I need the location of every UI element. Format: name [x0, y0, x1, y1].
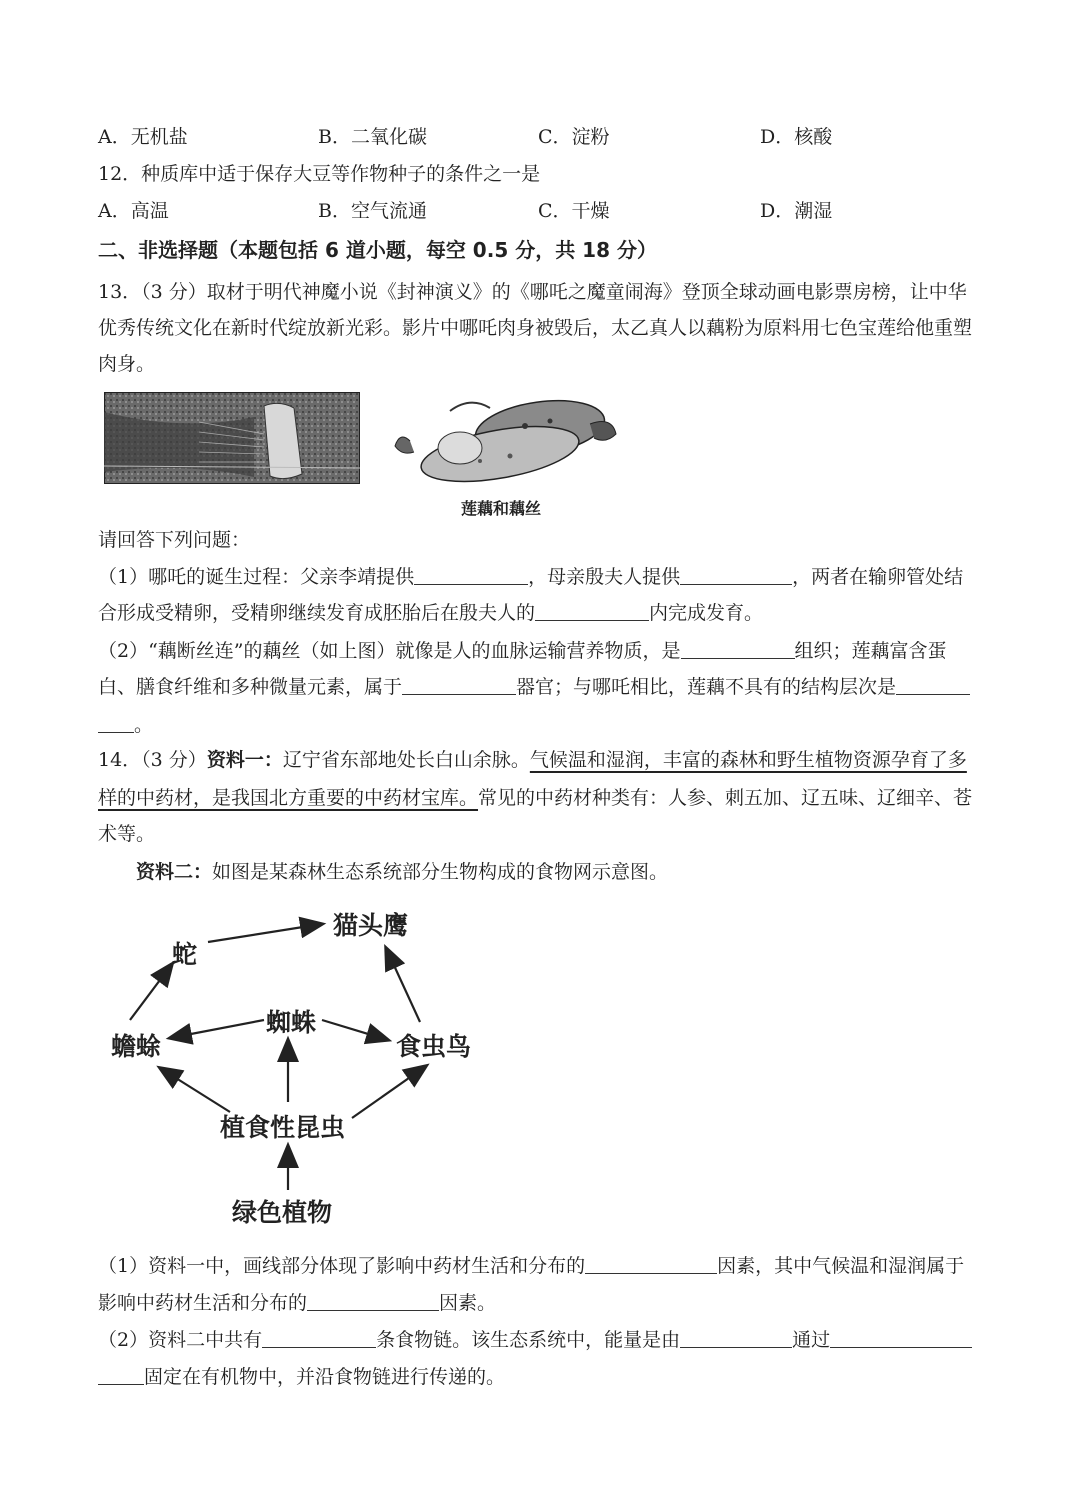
q14-p2-text-c: 通过 [792, 1329, 831, 1351]
material1-underlined-2: 样的中药材，是我国北方重要的中药材宝库。 [98, 787, 479, 809]
q12-option-d: D．潮湿 [760, 200, 833, 222]
answer-blank-energy-source[interactable] [680, 1327, 792, 1348]
answer-blank-chain-count[interactable] [262, 1327, 376, 1348]
q13-p2-text-b: 组织；莲藕富含蛋 [794, 640, 947, 662]
q13-part1-line2 [98, 600, 763, 625]
q13-p1-text-d: 合形成受精卵，受精卵继续发育成胚胎后在殷夫人的 [98, 602, 536, 624]
q13-p1-text-e: 内完成发育。 [649, 602, 764, 624]
q13-p2-text-d: 器官；与哪吒相比，莲藕不具有的结构层次是 [516, 676, 897, 698]
q11-option-b: B．二氧化碳 [318, 126, 427, 148]
food-web-toad: 蟾蜍 [111, 1032, 162, 1061]
lotus-figure-caption: 莲藕和藕丝 [461, 499, 542, 518]
q14-head: 14．（3 分） [98, 749, 207, 771]
q14-p2-text-d: 固定在有机物中，并沿食物链进行传递的。 [144, 1366, 506, 1388]
q13-p1-text-b: ，母亲殷夫人提供 [528, 566, 681, 588]
answer-blank-factor-type[interactable] [585, 1253, 717, 1274]
q13-p1-text-c: ，两者在输卵管处结 [792, 566, 964, 588]
answer-blank-factor-kind[interactable] [307, 1290, 439, 1311]
q13-line-2: 优秀传统文化在新时代绽放新光彩。影片中哪吒肉身被毁后，太乙真人以藕粉为原料用七色宝莲给他重塑 [98, 317, 973, 339]
q11-option-a: A．无机盐 [98, 126, 188, 148]
q13-part2-line3 [98, 712, 153, 737]
q11-option-c: C．淀粉 [538, 126, 610, 148]
q14-part1-line1 [98, 1253, 964, 1278]
arrow-snake-owl [208, 924, 322, 942]
answer-blank-organ[interactable] [402, 674, 516, 695]
material2-text: 如图是某森林生态系统部分生物构成的食物网示意图。 [212, 861, 669, 883]
q12-option-c: C．干燥 [538, 200, 610, 222]
q13-line-3: 肉身。 [98, 353, 156, 375]
q14-part1-line2 [98, 1290, 496, 1315]
section-title: 二、非选择题（本题包括 6 道小题，每空 0.5 分，共 18 分） [98, 238, 657, 262]
answer-blank-tissue[interactable] [681, 638, 795, 659]
q14-line-2 [98, 786, 972, 810]
q14-p2-text-a: （2）资料二中共有 [98, 1329, 263, 1351]
q13-prompt: 请回答下列问题： [98, 529, 251, 551]
q14-p2-text-b: 条食物链。该生态系统中，能量是由 [376, 1329, 681, 1351]
food-web-plant: 绿色植物 [232, 1198, 333, 1227]
answer-blank-egg[interactable] [680, 564, 792, 585]
material1-text-b: 常见的中药材种类有：人参、刺五加、辽五味、辽细辛、苍 [478, 787, 973, 809]
q14-p1-text-c: 影响中药材生活和分布的 [98, 1292, 308, 1314]
q12-option-b: B．空气流通 [318, 200, 427, 222]
answer-blank-level-part1[interactable] [896, 674, 970, 695]
q13-part2-line2 [98, 674, 970, 699]
material1-label: 资料一： [206, 749, 283, 771]
q14-p1-text-d: 因素。 [439, 1292, 497, 1314]
lotus-root-photo [390, 386, 622, 492]
material1-underlined-1: 气候温和湿润，丰富的森林和野生植物资源孕育了多 [529, 749, 967, 771]
arrow-spider-toad [170, 1020, 264, 1038]
q13-line-1: 13．（3 分）取材于明代神魔小说《封神演义》的《哪吒之魔童闹海》登顶全球动画电影票房榜，让中华 [98, 281, 967, 303]
answer-blank-sperm[interactable] [414, 564, 528, 585]
arrow-insect-bird [352, 1066, 426, 1118]
q13-part2-line1 [98, 638, 947, 663]
food-web-insect: 植食性昆虫 [220, 1113, 346, 1142]
food-web-spider: 蜘蛛 [266, 1008, 317, 1037]
q14-line-4 [136, 860, 668, 884]
q14-p1-text-b: 因素，其中气候温和湿润属于 [717, 1255, 965, 1277]
food-web-diagram [100, 900, 500, 1230]
answer-blank-process-part2[interactable] [98, 1364, 144, 1385]
arrow-insect-toad [160, 1068, 230, 1112]
food-web-bird: 食虫鸟 [396, 1032, 472, 1061]
q14-part2-line2 [98, 1364, 505, 1389]
q14-p1-text-a: （1）资料一中，画线部分体现了影响中药材生活和分布的 [98, 1255, 586, 1277]
q13-part1-line1 [98, 564, 963, 589]
material1-text-a: 辽宁省东部地处长白山余脉。 [282, 749, 530, 771]
q14-line-1 [98, 748, 967, 772]
q13-p2-text-e: 。 [134, 714, 154, 736]
q14-line-3: 术等。 [98, 823, 156, 845]
material2-label: 资料二： [136, 861, 213, 883]
answer-blank-level-part2[interactable] [98, 712, 134, 733]
q12-option-a: A．高温 [98, 200, 169, 222]
food-web-snake: 蛇 [172, 940, 198, 969]
arrow-toad-snake [130, 964, 172, 1020]
q13-p2-text-a: （2）“藕断丝连”的藕丝（如上图）就像是人的血脉运输营养物质，是 [98, 640, 681, 662]
q13-p2-text-c: 白、膳食纤维和多种微量元素，属于 [98, 676, 403, 698]
food-web-owl: 猫头鹰 [333, 911, 409, 940]
q12-stem: 12．种质库中适于保存大豆等作物种子的条件之一是 [98, 163, 541, 185]
answer-blank-uterus[interactable] [535, 600, 649, 621]
q14-part2-line1 [98, 1327, 972, 1352]
q11-option-d: D．核酸 [760, 126, 833, 148]
lotus-fiber-photo [104, 392, 360, 484]
answer-blank-process-part1[interactable] [830, 1327, 972, 1348]
arrow-bird-owl [386, 948, 420, 1022]
arrow-spider-bird [322, 1020, 388, 1040]
q13-p1-text-a: （1）哪吒的诞生过程：父亲李靖提供 [98, 566, 415, 588]
